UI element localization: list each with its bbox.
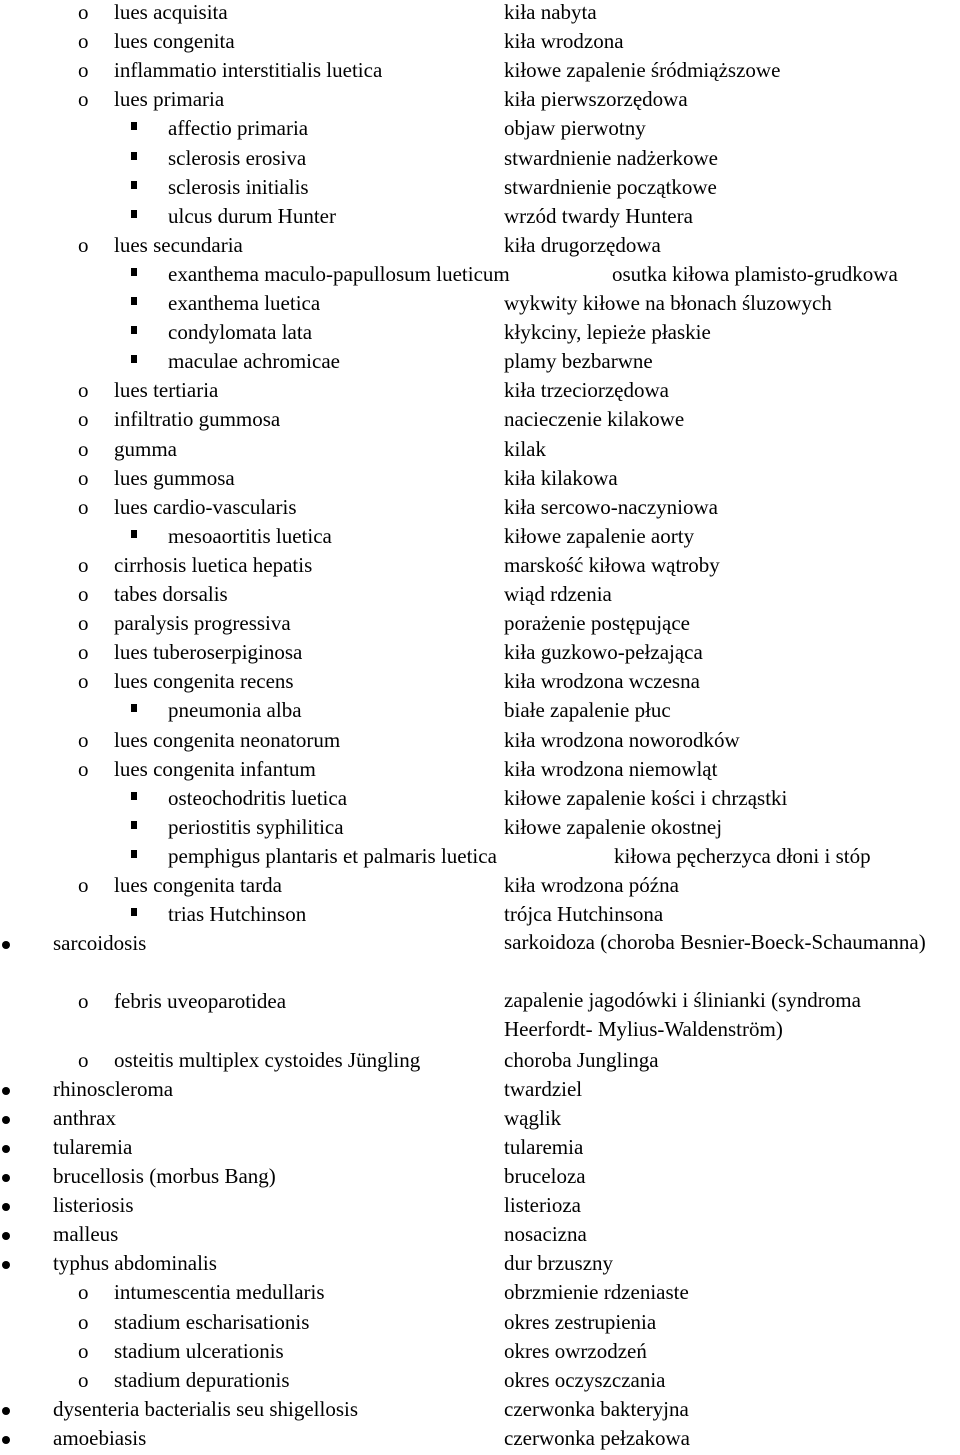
bullet-circle-icon: o [78,989,89,1014]
polish-translation: porażenie postępujące [504,611,690,636]
polish-translation: bruceloza [504,1164,586,1188]
term-entry [0,873,960,902]
bullet-square-icon [131,181,137,189]
latin-term: cirrhosis luetica hepatis [114,552,313,577]
polish-translation: plamy bezbarwne [504,349,653,374]
term-entry [0,728,960,757]
term-entry [0,87,960,116]
bullet-circle-icon: o [78,87,89,112]
latin-term: trias Hutchinson [168,902,307,927]
polish-translation: kiłowe zapalenie kości i chrząstki [504,785,788,810]
term-entry [0,988,960,1042]
polish-translation: kiła sercowo-naczyniowa [504,494,718,519]
latin-term: condylomata lata [168,320,313,345]
bullet-dot-icon [2,1145,10,1153]
latin-term: lues congenita recens [114,669,294,694]
bullet-dot-icon [2,941,10,949]
bullet-circle-icon: o [78,552,89,577]
bullet-circle-icon: o [78,0,89,24]
polish-translation: kiłowe zapalenie okostnej [504,814,723,839]
latin-term: lues congenita neonatorum [114,727,341,752]
bullet-circle-icon: o [78,611,89,636]
term-entry [0,1077,960,1106]
bullet-square-icon [131,704,137,712]
polish-translation: wąglik [504,1105,562,1130]
polish-translation: kiłowa pęcherzyca dłoni i stóp [614,843,871,868]
latin-term: dysenteria bacterialis seu shigellosis [53,1396,359,1421]
bullet-circle-icon: o [78,465,89,490]
latin-term: periostitis syphilitica [168,814,344,839]
term-entry [0,757,960,786]
term-entry [0,58,960,87]
polish-translation: kilak [504,436,546,461]
polish-translation: dur brzuszny [504,1251,614,1276]
term-entry [0,611,960,640]
term-entry [0,1164,960,1193]
bullet-dot-icon [2,1232,10,1240]
bullet-circle-icon: o [78,756,89,781]
latin-term: paralysis progressiva [114,611,291,636]
polish-translation: białe zapalenie płuc [504,698,671,723]
latin-term: lues primaria [114,87,225,112]
term-entry [0,116,960,145]
polish-translation: kiła wrodzona wczesna [504,669,700,694]
polish-translation: stwardnienie nadżerkowe [504,145,718,170]
term-entry [0,1310,960,1339]
term-entry [0,1106,960,1135]
bullet-circle-icon: o [78,582,89,606]
bullet-square-icon [131,326,137,334]
bullet-dot-icon [2,1087,10,1095]
term-entry [0,262,960,291]
term-entry [0,0,960,29]
term-entry [0,1048,960,1077]
polish-translation: kiła trzeciorzędowa [504,378,669,403]
term-entry [0,1135,960,1164]
term-entry [0,1280,960,1309]
polish-translation: nosacizna [504,1222,587,1247]
bullet-circle-icon: o [78,873,89,897]
latin-term: osteitis multiplex cystoides Jüngling [114,1047,421,1072]
term-entry [0,146,960,175]
bullet-circle-icon: o [78,669,89,694]
term-entry [0,204,960,233]
latin-term: intumescentia medullaris [114,1280,325,1305]
polish-translation: kiłowe zapalenie śródmiąższowe [504,58,781,83]
latin-term: rhinoscleroma [53,1076,174,1101]
latin-term: anthrax [53,1105,116,1130]
bullet-circle-icon: o [78,1367,89,1392]
term-entry [0,349,960,378]
latin-term: listeriosis [53,1193,134,1218]
bullet-square-icon [131,850,137,858]
latin-term: tabes dorsalis [114,582,228,606]
term-entry [0,437,960,466]
term-entry [0,1222,960,1251]
latin-term: sarcoidosis [53,931,147,956]
polish-translation: kiłowe zapalenie aorty [504,523,695,548]
term-entry [0,1397,960,1426]
term-entry [0,29,960,58]
latin-term: lues congenita [114,29,235,54]
latin-term: lues gummosa [114,465,235,490]
latin-term: osteochodritis luetica [168,785,348,810]
polish-translation: kiła drugorzędowa [504,232,661,257]
polish-translation: osutka kiłowa plamisto-grudkowa [612,261,898,286]
term-entry [0,175,960,204]
polish-translation: nacieczenie kilakowe [504,407,685,432]
latin-term: febris uveoparotidea [114,989,287,1014]
bullet-circle-icon: o [78,1047,89,1072]
polish-translation: objaw pierwotny [504,116,646,141]
latin-term: gumma [114,436,177,461]
bullet-circle-icon: o [78,1280,89,1305]
term-entry [0,1339,960,1368]
latin-term: stadium ulcerationis [114,1338,284,1363]
bullet-square-icon [131,268,137,276]
term-entry [0,669,960,698]
polish-translation: kiła pierwszorzędowa [504,87,688,112]
bullet-circle-icon: o [78,1338,89,1363]
term-entry [0,233,960,262]
term-entry [0,844,960,873]
latin-term: inflammatio interstitialis luetica [114,58,383,83]
term-entry [0,582,960,611]
polish-translation: kiła nabyta [504,0,597,24]
bullet-square-icon [131,122,137,130]
bullet-square-icon [131,908,137,916]
term-entry [0,902,960,931]
bullet-circle-icon: o [78,436,89,461]
bullet-circle-icon: o [78,29,89,54]
bullet-dot-icon [2,1436,10,1444]
bullet-dot-icon [2,1407,10,1415]
term-entry [0,640,960,669]
polish-translation: wrzód twardy Huntera [504,203,693,228]
latin-term: ulcus durum Hunter [168,203,336,228]
latin-term: lues secundaria [114,232,243,257]
polish-translation: marskość kiłowa wątroby [504,552,720,577]
bullet-circle-icon: o [78,378,89,403]
polish-translation: wiąd rdzenia [504,582,612,606]
latin-term: infiltratio gummosa [114,407,281,432]
polish-translation: okres owrzodzeń [504,1338,647,1363]
polish-translation: tularemia [504,1134,584,1159]
latin-term: pneumonia alba [168,698,302,723]
term-entry [0,466,960,495]
term-entry [0,495,960,524]
polish-translation: zapalenie jagodówki i ślinianki (syndroma Heerfordt- Mylius-Waldenström) [504,988,861,1042]
bullet-circle-icon: o [78,1309,89,1334]
bullet-square-icon [131,152,137,160]
latin-term: typhus abdominalis [53,1251,217,1276]
polish-translation: sarkoidoza (choroba Besnier-Boeck-Schaumanna) [504,930,926,955]
latin-term: lues tuberoserpiginosa [114,640,303,665]
term-entry [0,815,960,844]
bullet-dot-icon [2,1116,10,1124]
latin-term: stadium depurationis [114,1367,290,1392]
bullet-circle-icon: o [78,232,89,257]
polish-translation: choroba Junglinga [504,1047,659,1072]
polish-translation: kiła wrodzona [504,29,624,54]
term-entry [0,1193,960,1222]
term-entry [0,291,960,320]
bullet-square-icon [131,530,137,538]
bullet-circle-icon: o [78,727,89,752]
polish-translation: stwardnienie początkowe [504,174,717,199]
polish-translation: czerwonka bakteryjna [504,1396,689,1421]
bullet-square-icon [131,210,137,218]
term-entry [0,1251,960,1280]
latin-term: exanthema luetica [168,291,321,315]
polish-translation: okres zestrupienia [504,1309,657,1334]
term-entry [0,1368,960,1397]
polish-translation: kiła guzkowo-pełzająca [504,640,703,665]
polish-translation: kiła wrodzona niemowląt [504,756,718,781]
bullet-square-icon [131,792,137,800]
bullet-dot-icon [2,1174,10,1182]
bullet-dot-icon [2,1261,10,1269]
term-entry [0,786,960,815]
latin-term: sclerosis initialis [168,174,309,199]
polish-translation: twardziel [504,1076,583,1101]
latin-term: lues tertiaria [114,378,219,403]
polish-translation: kiła kilakowa [504,465,618,490]
bullet-circle-icon: o [78,58,89,83]
latin-term: brucellosis (morbus Bang) [53,1164,276,1188]
bullet-square-icon [131,355,137,363]
polish-translation: kłykciny, lepieże płaskie [504,320,711,345]
latin-term: malleus [53,1222,119,1247]
bullet-circle-icon: o [78,640,89,665]
latin-term: tularemia [53,1134,133,1159]
term-entry [0,1426,960,1455]
term-entry [0,698,960,727]
latin-term: lues cardio-vascularis [114,494,297,519]
latin-term: lues congenita infantum [114,756,316,781]
polish-translation: czerwonka pełzakowa [504,1425,690,1450]
latin-term: exanthema maculo-papullosum lueticum [168,261,510,286]
term-entry [0,553,960,582]
latin-term: pemphigus plantaris et palmaris luetica [168,843,497,868]
latin-term: lues congenita tarda [114,873,282,897]
term-entry [0,378,960,407]
polish-translation: okres oczyszczania [504,1367,666,1392]
bullet-square-icon [131,821,137,829]
bullet-circle-icon: o [78,407,89,432]
bullet-circle-icon: o [78,494,89,519]
term-entry [0,524,960,553]
latin-term: amoebiasis [53,1425,147,1450]
latin-term: mesoaortitis luetica [168,523,332,548]
polish-translation: listerioza [504,1193,581,1218]
latin-term: sclerosis erosiva [168,145,307,170]
term-entry [0,320,960,349]
latin-term: stadium escharisationis [114,1309,310,1334]
bullet-square-icon [131,297,137,305]
term-entry [0,407,960,436]
polish-translation: kiła wrodzona noworodków [504,727,740,752]
polish-translation: wykwity kiłowe na błonach śluzowych [504,291,832,315]
latin-term: lues acquisita [114,0,228,24]
latin-term: maculae achromicae [168,349,340,374]
latin-term: affectio primaria [168,116,309,141]
term-entry [0,931,960,960]
polish-translation: trójca Hutchinsona [504,902,664,927]
polish-translation: obrzmienie rdzeniaste [504,1280,689,1305]
bullet-dot-icon [2,1203,10,1211]
polish-translation: kiła wrodzona późna [504,873,679,897]
